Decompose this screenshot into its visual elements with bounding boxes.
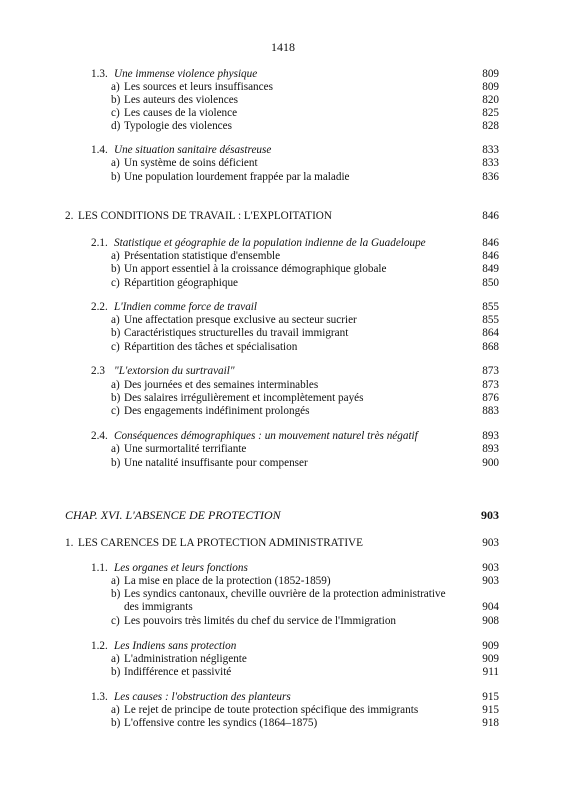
toc-entry bbox=[0, 236, 566, 250]
toc-entry bbox=[0, 404, 566, 418]
toc-entry bbox=[0, 93, 566, 107]
toc-entry-page: 918 bbox=[482, 717, 499, 729]
toc-entry-title: Un système de soins déficient bbox=[124, 157, 258, 169]
toc-entry-number: 1.1. bbox=[91, 562, 108, 574]
toc-entry-title: La mise en place de la protection (1852-1859) bbox=[124, 575, 331, 587]
toc-entry-number: a) bbox=[111, 575, 120, 587]
toc-entry bbox=[0, 262, 566, 276]
toc-entry bbox=[0, 313, 566, 327]
toc-entry-page: 904 bbox=[482, 601, 499, 613]
toc-entry-number: c) bbox=[111, 341, 120, 353]
toc-entry-title: Les organes et leurs fonctions bbox=[114, 562, 248, 574]
toc-entry-title: Les auteurs des violences bbox=[124, 94, 239, 106]
toc-entry-page: 909 bbox=[482, 653, 499, 665]
toc-entry-page: 846 bbox=[482, 237, 499, 249]
toc-entry-title: Une immense violence physique bbox=[114, 68, 258, 80]
toc-entry-number: 1.3. bbox=[91, 68, 108, 80]
toc-entry bbox=[0, 209, 566, 223]
toc-entry-page: 893 bbox=[482, 443, 499, 455]
toc-entry-title: Une situation sanitaire désastreuse bbox=[114, 144, 272, 156]
toc-entry bbox=[0, 508, 566, 522]
toc-entry-number: a) bbox=[111, 81, 120, 93]
toc-entry-page: 876 bbox=[482, 392, 499, 404]
toc-entry bbox=[0, 143, 566, 157]
toc-entry-page: 903 bbox=[482, 562, 499, 574]
toc-entry-number: c) bbox=[111, 107, 120, 119]
toc-entry bbox=[0, 67, 566, 81]
toc-entry bbox=[0, 300, 566, 314]
toc-entry bbox=[0, 276, 566, 290]
toc-entry-page: 911 bbox=[482, 666, 499, 678]
toc-entry-page: 809 bbox=[482, 81, 499, 93]
toc-entry-page: 825 bbox=[482, 107, 499, 119]
toc-entry-number: a) bbox=[111, 653, 120, 665]
toc-entry-page: 849 bbox=[482, 263, 499, 275]
toc-entry bbox=[0, 119, 566, 133]
toc-entry bbox=[0, 364, 566, 378]
toc-entry-title: Typologie des violences bbox=[124, 120, 232, 132]
toc-entry bbox=[0, 456, 566, 470]
toc-entry bbox=[0, 587, 566, 601]
toc-entry-title: Les sources et leurs insuffisances bbox=[124, 81, 273, 93]
toc-entry-page: 873 bbox=[482, 365, 499, 377]
toc-entry-number: b) bbox=[111, 717, 121, 729]
toc-entry-title: Indifférence et passivité bbox=[124, 666, 232, 678]
toc-entry bbox=[0, 249, 566, 263]
toc-entry-title: L'Indien comme force de travail bbox=[114, 301, 258, 313]
toc-entry-title: Les Indiens sans protection bbox=[114, 640, 237, 652]
toc-entry bbox=[0, 326, 566, 340]
toc-entry-number: 1.2. bbox=[91, 640, 108, 652]
toc-entry-page: 873 bbox=[482, 379, 499, 391]
toc-entry-number: c) bbox=[111, 277, 120, 289]
toc-entry-title: L'administration négligente bbox=[124, 653, 247, 665]
toc-entry bbox=[0, 156, 566, 170]
toc-entry-page: 868 bbox=[482, 341, 499, 353]
toc-entry-page: 855 bbox=[482, 301, 499, 313]
toc-entry-title: Statistique et géographie de la population indienne de la Guadeloupe bbox=[114, 237, 426, 249]
toc-entry-page: 903 bbox=[482, 537, 499, 549]
toc-entry-number: 2.3 bbox=[91, 365, 105, 377]
toc-entry-title: Conséquences démographiques : un mouvement naturel très négatif bbox=[114, 430, 418, 442]
toc-entry bbox=[0, 378, 566, 392]
toc-entry-title: Un apport essentiel à la croissance démographique globale bbox=[124, 263, 387, 275]
toc-entry-title: des immigrants bbox=[124, 601, 193, 613]
toc-entry-title: L'offensive contre les syndics (1864–1875) bbox=[124, 717, 318, 729]
toc-entry bbox=[0, 690, 566, 704]
toc-entry-title: Répartition géographique bbox=[124, 277, 239, 289]
toc-entry-page: 833 bbox=[482, 157, 499, 169]
toc-entry-number: b) bbox=[111, 327, 121, 339]
toc-entry-number: a) bbox=[111, 157, 120, 169]
toc-entry-title: Des engagements indéfiniment prolongés bbox=[124, 405, 310, 417]
toc-entry-title: Une population lourdement frappée par la maladie bbox=[124, 171, 350, 183]
toc-entry-page: 908 bbox=[482, 615, 499, 627]
toc-entry-number: d) bbox=[111, 120, 121, 132]
toc-entry-number: b) bbox=[111, 392, 121, 404]
toc-entry-page: 864 bbox=[482, 327, 499, 339]
toc-entry-page: 909 bbox=[482, 640, 499, 652]
toc-entry-title: Présentation statistique d'ensemble bbox=[124, 250, 281, 262]
toc-entry-number: b) bbox=[111, 171, 121, 183]
toc-entry-title: Le rejet de principe de toute protection spécifique des immigrants bbox=[124, 704, 419, 716]
toc-entry-number: b) bbox=[111, 457, 121, 469]
toc-entry-title: Les syndics cantonaux, cheville ouvrière de la protection administrative bbox=[124, 588, 446, 600]
toc-entry-page: 893 bbox=[482, 430, 499, 442]
toc-entry-page: 915 bbox=[482, 704, 499, 716]
toc-entry-title: Une affectation presque exclusive au secteur sucrier bbox=[124, 314, 357, 326]
toc-entry-title: LES CARENCES DE LA PROTECTION ADMINISTRATIVE bbox=[78, 537, 363, 549]
toc-entry-page: 846 bbox=[482, 210, 499, 222]
toc-entry-number: a) bbox=[111, 314, 120, 326]
toc-entry-page: 809 bbox=[482, 68, 499, 80]
toc-entry-title: Des journées et des semaines interminables bbox=[124, 379, 319, 391]
toc-entry bbox=[0, 639, 566, 653]
toc-entry bbox=[0, 170, 566, 184]
toc-entry-number: a) bbox=[111, 379, 120, 391]
toc-entry bbox=[0, 652, 566, 666]
toc-entry bbox=[0, 600, 566, 614]
toc-entry-title: Des salaires irrégulièrement et incomplètement payés bbox=[124, 392, 364, 404]
toc-entry-number: b) bbox=[111, 666, 121, 678]
toc-entry bbox=[0, 340, 566, 354]
toc-entry bbox=[0, 665, 566, 679]
toc-entry bbox=[0, 106, 566, 120]
toc-entry-number: a) bbox=[111, 704, 120, 716]
toc-entry bbox=[0, 536, 566, 550]
toc-entry bbox=[0, 574, 566, 588]
toc-entry-number: 1.3. bbox=[91, 691, 108, 703]
toc-entry-number: a) bbox=[111, 443, 120, 455]
toc-entry-number: c) bbox=[111, 615, 120, 627]
toc-entry-number: 2.2. bbox=[91, 301, 108, 313]
toc-entry bbox=[0, 614, 566, 628]
toc-entry-title: Les causes : l'obstruction des planteurs bbox=[114, 691, 291, 703]
toc-entry bbox=[0, 80, 566, 94]
toc-entry-title: Les causes de la violence bbox=[124, 107, 238, 119]
toc-entry-number: b) bbox=[111, 94, 121, 106]
toc-entry-number: b) bbox=[111, 588, 121, 600]
toc-entry-number: 2.4. bbox=[91, 430, 108, 442]
toc-entry-title: Répartition des tâches et spécialisation bbox=[124, 341, 298, 353]
toc-entry bbox=[0, 561, 566, 575]
toc-entry bbox=[0, 429, 566, 443]
toc-entry-page: 900 bbox=[482, 457, 499, 469]
toc-entry-page: 846 bbox=[482, 250, 499, 262]
toc-entry-number: 2. bbox=[65, 210, 74, 222]
toc-entry-page: 850 bbox=[482, 277, 499, 289]
toc-entry-title: CHAP. XVI. L'ABSENCE DE PROTECTION bbox=[65, 508, 281, 522]
toc-entry-number: b) bbox=[111, 263, 121, 275]
toc-entry bbox=[0, 442, 566, 456]
toc-entry-title: Une natalité insuffisante pour compenser bbox=[124, 457, 308, 469]
toc-entry bbox=[0, 716, 566, 730]
toc-entry bbox=[0, 391, 566, 405]
toc-entry-page: 833 bbox=[482, 144, 499, 156]
toc-entry-page: 855 bbox=[482, 314, 499, 326]
toc-entry-number: 1.4. bbox=[91, 144, 108, 156]
toc-entry-number: 1. bbox=[65, 537, 74, 549]
toc-entry-page: 828 bbox=[482, 120, 499, 132]
toc-entry-page: 915 bbox=[482, 691, 499, 703]
toc-entry-title: Une surmortalité terrifiante bbox=[124, 443, 247, 455]
toc-entry-number: 2.1. bbox=[91, 237, 108, 249]
toc-entry-page: 836 bbox=[482, 171, 499, 183]
toc-entry-page: 903 bbox=[481, 508, 499, 522]
toc-entry-number: a) bbox=[111, 250, 120, 262]
toc-entry-page: 883 bbox=[482, 405, 499, 417]
toc-entry-page: 820 bbox=[482, 94, 499, 106]
toc-entry-title: Les pouvoirs très limités du chef du service de l'Immigration bbox=[124, 615, 397, 627]
toc-entry-page: 903 bbox=[482, 575, 499, 587]
toc-entry-number: c) bbox=[111, 405, 120, 417]
toc-entry-title: LES CONDITIONS DE TRAVAIL : L'EXPLOITATION bbox=[78, 210, 332, 222]
page-number: 1418 bbox=[271, 40, 295, 54]
toc-entry-title: "L'extorsion du surtravail" bbox=[114, 365, 235, 377]
toc-entry bbox=[0, 703, 566, 717]
toc-entry-title: Caractéristiques structurelles du travail immigrant bbox=[124, 327, 349, 339]
